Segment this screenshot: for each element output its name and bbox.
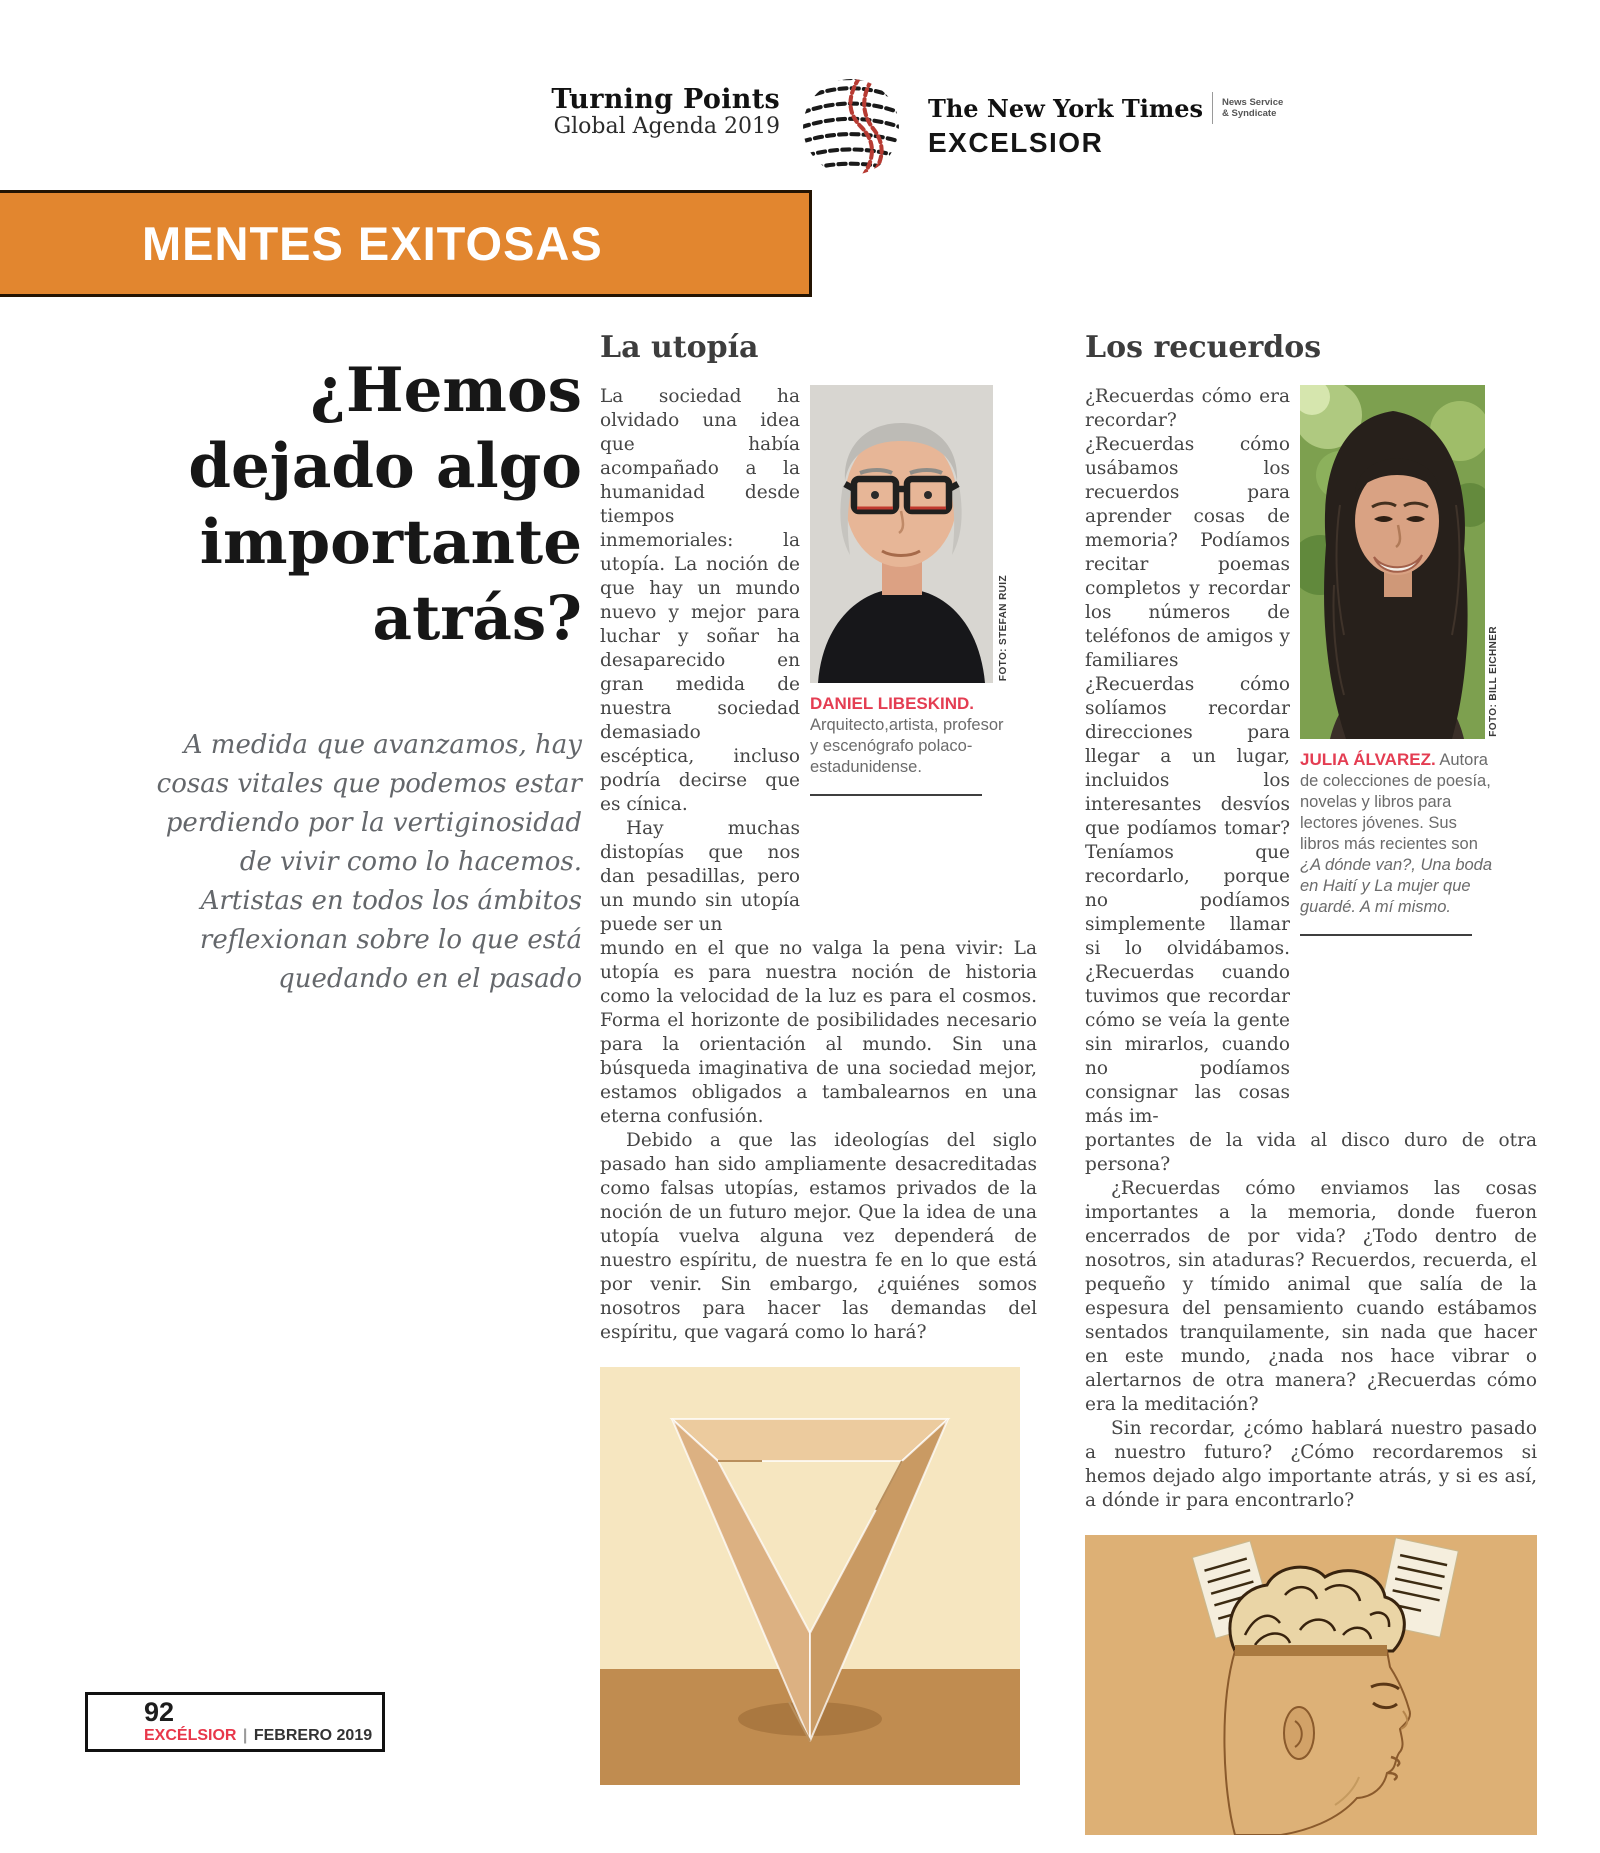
libeskind-photo — [810, 385, 993, 683]
logo-divider — [1212, 92, 1213, 124]
caption-text: Arquitecto,artista, profesor y escenógrafo polaco-estadunidense. — [810, 716, 1004, 776]
caption-name: JULIA ÁLVAREZ. — [1300, 750, 1436, 769]
publication-name: EXCÉLSIOR — [144, 1727, 237, 1744]
section-banner — [0, 190, 812, 297]
caption-book-titles: ¿A dónde van?, Una boda en Haití y La mujer que guardé. A mí mismo. — [1300, 856, 1493, 916]
headline: ¿Hemos dejado algo importante atrás? — [188, 354, 582, 654]
recuerdos-paragraph-2: portantes de la vida al disco duro de otra persona? — [1085, 1130, 1537, 1175]
news-service-label: News Service & Syndicate — [1222, 97, 1284, 119]
recuerdos-paragraph-3: ¿Recuerdas cómo enviamos las cosas importantes a la memoria, donde fueron encerrados de por vida? ¿Todo dentro de nosotros, sin ataduras? Recuerdos, recuerda, el pequeño y tímido animal que salía de la espesura del pensamiento cuando estábamos sentados tranquilamente, sin nada que hacer en este mundo, ¿nada nos hace vibrar o alertarnos de otra manera? ¿Recuerdas cómo era la meditación? — [1085, 1178, 1537, 1415]
nyt-logo: The New York Times — [928, 93, 1203, 123]
head-brain-illustration — [1085, 1535, 1537, 1835]
turning-points-logo — [545, 86, 780, 140]
utopia-paragraph-4: Debido a que las ideologías del siglo pasado han sido ampliamente desacreditadas como falsas utopías, estamos privados de la noción de un futuro mejor. Que la idea de una utopía vuelva alguna vez dependerá de nuestro espíritu, de nuestra fe en lo que está por venir. Sin embargo, ¿quiénes somos nosotros para hacer las demandas del espíritu, que vagará como lo hará? — [600, 1130, 1037, 1343]
folio-separator: | — [242, 1727, 248, 1744]
caption-text: Autora de colecciones de poesía, novelas y libros para lectores jóvenes. Sus libros más recientes son — [1300, 751, 1491, 853]
globe-logo-icon — [800, 76, 902, 178]
utopia-paragraph-2: Hay muchas distopías que nos dan pesadillas, pero un mundo sin utopía puede ser un — [600, 818, 800, 935]
photo-credit: FOTO: BILL EICHNER — [1488, 626, 1499, 737]
recuerdos-paragraph-1: ¿Recuerdas cómo era recordar? ¿Recuerdas cómo usábamos los recuerdos para aprender cosas de memoria? Podíamos recitar poemas completos y recordar los números de teléfonos de amigos y familiares ¿Recuerdas cómo solíamos recordar direcciones para llegar a un lugar, incluidos los interesantes desvíos que podíamos tomar? Teníamos que recordarlo, porque no podíamos simplemente llamar si lo olvidábamos. ¿Recuerdas cuando tuvimos que recordar cómo se veía la gente sin mirarlos, cuando no podíamos consignar las cosas más im- — [1085, 386, 1290, 1127]
footer-folio — [85, 1692, 385, 1752]
global-agenda-subtitle: Global Agenda 2019 — [553, 114, 780, 139]
recuerdos-paragraph-4: Sin recordar, ¿cómo hablará nuestro pasado a nuestro futuro? ¿Cómo recordaremos si hemos dejado algo importante atrás, y si es así, a dónde ir para encontrarlo? — [1085, 1418, 1537, 1511]
excelsior-logo: EXCELSIOR — [928, 127, 1104, 158]
section-heading-recuerdos: Los recuerdos — [1085, 330, 1322, 365]
recuerdos-section — [1085, 330, 1537, 1835]
deck-text: A medida que avanzamos, hay cosas vitales que podemos estar perdiendo por la vertiginosidad de vivir como lo hacemos. Artistas en todos los ámbitos reflexionan sobre lo que está quedando en el pasado — [156, 730, 582, 994]
issue-date: FEBRERO 2019 — [253, 1727, 373, 1744]
caption-rule — [810, 794, 982, 796]
banner-title: MENTES EXITOSAS — [142, 217, 603, 270]
utopia-paragraph-1: La sociedad ha olvidado una idea que había acompañado a la humanidad desde tiempos inmemoriales: la utopía. La noción de que hay un mundo nuevo y mejor para luchar y soñar ha desaparecido en gran medida de nuestra sociedad demasiado escéptica, incluso podría decirse que es cínica. — [600, 386, 800, 815]
utopia-section — [600, 330, 1037, 1785]
turning-points-title: Turning Points — [551, 84, 780, 115]
penrose-triangle-illustration — [600, 1367, 1037, 1785]
photo-credit: FOTO: STEFAN RUIZ — [998, 574, 1009, 681]
alvarez-photo — [1300, 385, 1485, 739]
page-number: 92 — [144, 1697, 175, 1727]
section-heading-utopia: La utopía — [600, 330, 759, 365]
alvarez-caption — [1300, 749, 1498, 918]
utopia-paragraph-3: mundo en el que no valga la pena vivir: La utopía es para nuestra noción de historia como la velocidad de la luz es para el cosmos. Forma el horizonte de posibilidades necesario para la orientación al mundo. Sin una búsqueda imaginativa de una sociedad mejor, estamos obligados a tambalearnos en una eterna confusión. — [600, 938, 1037, 1127]
caption-name: DANIEL LIBESKIND. — [810, 694, 975, 713]
libeskind-caption — [810, 693, 1008, 778]
caption-rule — [1300, 934, 1472, 936]
nyt-excelsior-logo — [928, 92, 1283, 159]
